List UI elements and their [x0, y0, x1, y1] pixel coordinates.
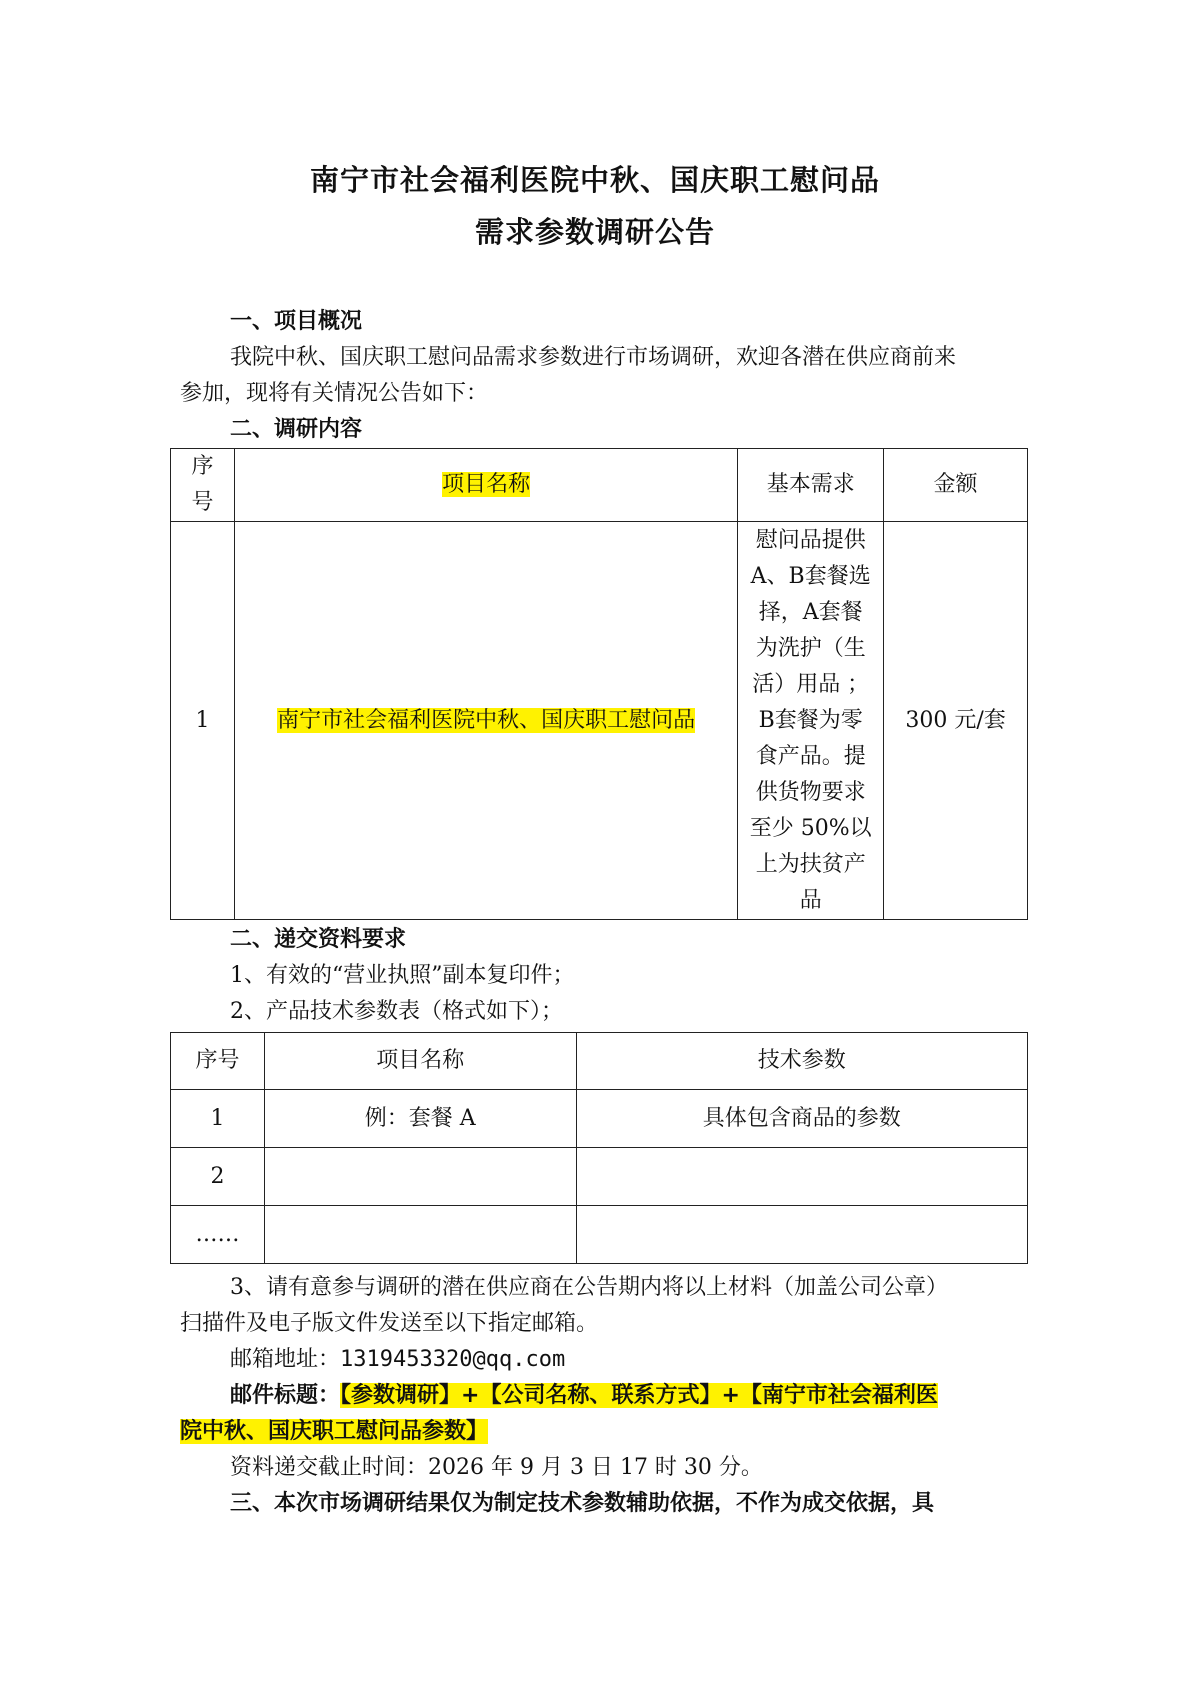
email-label: 邮箱地址：: [230, 1347, 341, 1372]
email-line: [180, 1342, 1020, 1378]
header-amount: 金额: [884, 449, 1028, 522]
research-content-table: [170, 448, 1028, 920]
header-seq: 序号: [171, 1033, 265, 1090]
row-requirement: 慰问品提供 A、B套餐选 择，A套餐 为洗护（生 活）用品 ； B套餐为零 食产品。提 供货物要求 至少 50%以 上为扶贫产 品: [738, 522, 884, 920]
email-address[interactable]: 1319453320@qq.com: [340, 1347, 566, 1372]
row-seq: 1: [171, 522, 235, 920]
header-requirement: 基本需求: [738, 449, 884, 522]
row-project-name: 南宁市社会福利医院中秋、国庆职工慰问品: [234, 522, 737, 920]
table-header-row: [171, 1033, 1028, 1090]
tech-params-table: [170, 1032, 1028, 1264]
header-project-name: 项目名称: [234, 449, 737, 522]
table-row: 2: [171, 1148, 1028, 1206]
header-seq: 序 号: [171, 449, 235, 522]
document-title-line2: 需求参数调研公告: [474, 215, 715, 249]
header-project-name: 项目名称: [264, 1033, 576, 1090]
subject-text-line2: 院中秋、国庆职工慰问品参数】: [180, 1419, 489, 1444]
section2-heading: 二、调研内容: [230, 417, 363, 442]
section3-heading: 二、递交资料要求: [230, 927, 407, 952]
section1-para-line2: 参加，现将有关情况公告如下：: [180, 381, 489, 406]
section3-item3-line2: 扫描件及电子版文件发送至以下指定邮箱。: [180, 1311, 599, 1336]
table-row: 1 例：套餐 A 具体包含商品的参数: [171, 1090, 1028, 1148]
section1-para-line1: 我院中秋、国庆职工慰问品需求参数进行市场调研，欢迎各潜在供应商前来: [230, 345, 957, 370]
header-tech-params: 技术参数: [576, 1033, 1027, 1090]
subject-line1: [180, 1378, 1020, 1414]
section3-item3-line1: 3、请有意参与调研的潜在供应商在公告期内将以上材料（加盖公司公章）: [230, 1275, 948, 1300]
subject-line2: [180, 1414, 1020, 1450]
section1-heading: 一、项目概况: [230, 309, 363, 334]
section3-item1: 1、有效的“营业执照”副本复印件；: [230, 963, 575, 988]
document-title-line1: 南宁市社会福利医院中秋、国庆职工慰问品: [309, 163, 880, 197]
subject-text-line1: 【参数调研】+【公司名称、联系方式】+【南宁市社会福利医: [340, 1383, 938, 1408]
table-row: [171, 522, 1028, 920]
subject-label: 邮件标题：: [230, 1383, 341, 1408]
section4-line1: 三、本次市场调研结果仅为制定技术参数辅助依据，不作为成交依据，具: [230, 1491, 935, 1516]
section3-item2: 2、产品技术参数表（格式如下）；: [230, 999, 563, 1024]
table-row: ……: [171, 1206, 1028, 1264]
deadline: 资料递交截止时间：2026 年 9 月 3 日 17 时 30 分。: [230, 1455, 763, 1480]
row-amount: 300 元/套: [884, 522, 1028, 920]
table-header-row: [171, 449, 1028, 522]
